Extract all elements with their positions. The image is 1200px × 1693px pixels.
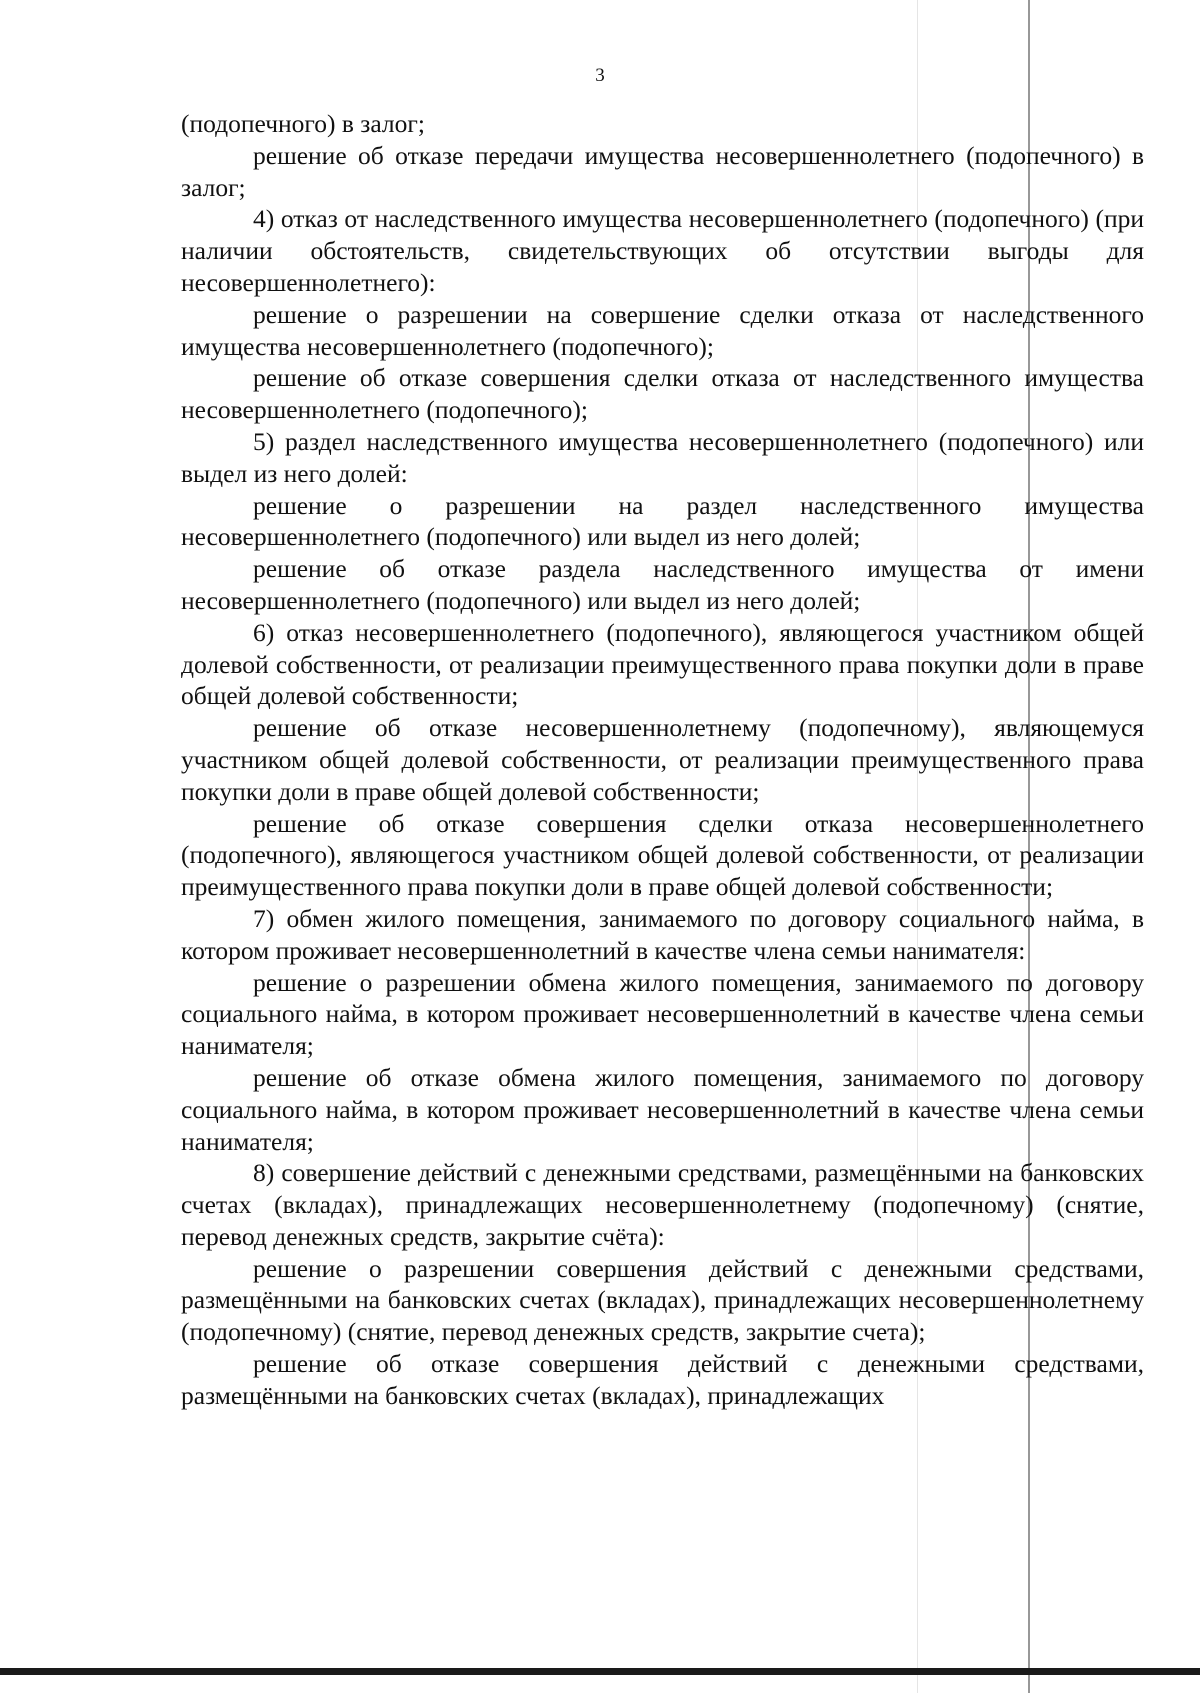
paragraph: решение о разрешении на раздел наследственного имущества несовершеннолетнего (подопечного) или выдел из него долей; — [181, 490, 1144, 552]
list-item-6: 6) отказ несовершеннолетнего (подопечного), являющегося участником общей долевой собственности, от реализации преимущественного права покупки доли в праве общей долевой собственности; — [181, 617, 1144, 711]
paragraph: решение об отказе совершения действий с денежными средствами, размещёнными на банковских счетах (вкладах), принадлежащих — [181, 1349, 1144, 1410]
paragraph: решение о разрешении на совершение сделки отказа от наследственного имущества несовершеннолетнего (подопечного); — [181, 299, 1144, 361]
paragraph: решение об отказе несовершеннолетнему (подопечному), являющемуся участником общей долевой собственности, от реализации преимущественного права покупки доли в праве общей долевой собственности; — [181, 713, 1144, 806]
list-item-4: 4) отказ от наследственного имущества несовершеннолетнего (подопечного) (при наличии обстоятельств, свидетельствующих об отсутствии выгоды для несовершеннолетнего): — [181, 204, 1144, 297]
list-item-7: 7) обмен жилого помещения, занимаемого по договору социального найма, в котором проживает несовершеннолетний в качестве члена семьи нанимателя: — [181, 903, 1144, 965]
scan-bottom-edge — [0, 1668, 1200, 1675]
paragraph: решение об отказе совершения сделки отказа от наследственного имущества несовершеннолетнего (подопечного); — [181, 363, 1144, 425]
paragraph: решение об отказе обмена жилого помещения, занимаемого по договору социального найма, в котором проживает несовершеннолетний в качестве члена семьи нанимателя; — [181, 1062, 1144, 1156]
page-number: 3 — [595, 65, 605, 86]
paragraph: решение о разрешении совершения действий с денежными средствами, размещёнными на банковских счетах (вкладах), принадлежащих несовершеннолетнему (подопечному) (снятие, перевод денежных средств, закрытие счета); — [181, 1253, 1144, 1347]
paragraph: решение об отказе раздела наследственного имущества от имени несовершеннолетнего (подопечного) или выдел из него долей; — [181, 554, 1144, 615]
list-item-5: 5) раздел наследственного имущества несовершеннолетнего (подопечного) или выдел из него долей: — [181, 426, 1144, 488]
document-body — [181, 108, 1144, 1412]
paragraph: решение об отказе совершения сделки отказа несовершеннолетнего (подопечного), являющегося участником общей долевой собственности, от реализации преимущественного права покупки доли в праве общей долевой собственности; — [181, 808, 1144, 902]
paragraph: решение о разрешении обмена жилого помещения, занимаемого по договору социального найма, в котором проживает несовершеннолетний в качестве члена семьи нанимателя; — [181, 967, 1144, 1061]
paragraph: решение об отказе передачи имущества несовершеннолетнего (подопечного) в залог; — [181, 140, 1144, 202]
paragraph: (подопечного) в залог; — [181, 109, 425, 138]
list-item-8: 8) совершение действий с денежными средствами, размещёнными на банковских счетах (вкладах), принадлежащих несовершеннолетнему (подопечному) (снятие, перевод денежных средств, закрытие счёта): — [181, 1158, 1144, 1251]
